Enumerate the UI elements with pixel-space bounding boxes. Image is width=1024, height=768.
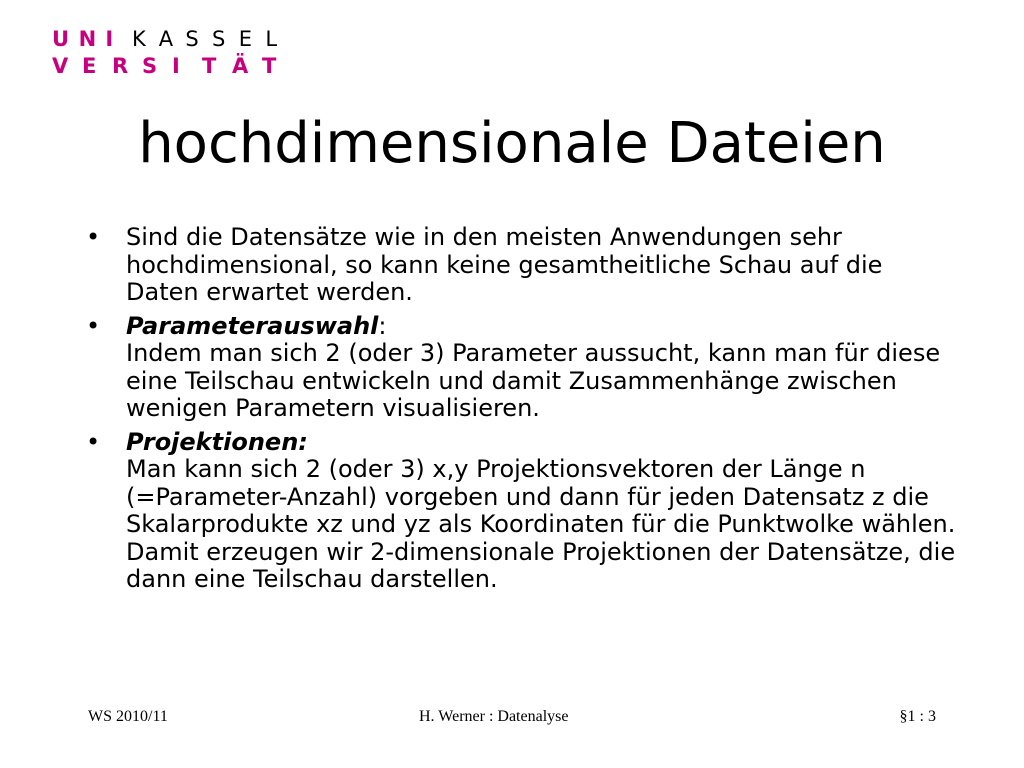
logo-letter: S [185,27,199,51]
bullet-marker: • [86,223,101,251]
logo-letter: K [132,27,146,51]
logo-letter: L [265,27,278,51]
footer-author-course: H. Werner : Datenalyse [419,708,569,725]
bullet-marker: • [86,311,101,340]
bullet-list [86,224,956,600]
bullet-text: Indem man sich 2 (oder 3) Parameter aussucht, kann man für diese eine Teilschau entwickeln und damit Zusammenhänge zwischen wenigen Parametern visualisieren. [126,339,941,422]
logo-letter: S [212,27,226,51]
bullet-text: Man kann sich 2 (oder 3) x,y Projektionsvektoren der Länge n (=Parameter-Anzahl) vorgeben und dann für jeden Datensatz z die Skalarprodukte xz und yz als Koordinaten für die Punktwolke wählen. Damit erzeugen wir 2-dimensionale Projektionen der Datensätze, die dann eine Teilschau darstellen. [126,455,956,593]
logo-letter: R [112,54,129,78]
logo-letter: E [82,54,97,78]
slide-title: hochdimensionale Dateien [138,111,886,176]
logo-letter: U [52,27,70,51]
bullet-keyword: Parameterauswahl [126,311,379,340]
university-logo [52,26,292,80]
logo-letter: N [78,27,97,51]
bullet-item [86,224,956,307]
footer-semester: WS 2010/11 [88,708,168,725]
logo-letter: I [105,27,114,51]
bullet-text: Sind die Datensätze wie in den meisten Anwendungen sehr hochdimensional, so kann keine gesamtheitliche Schau auf die Daten erwartet werden. [126,223,883,306]
bullet-keyword: Projektionen: [126,427,308,456]
logo-letter: V [52,54,69,78]
logo-letter: I [172,54,180,78]
bullet-item [86,313,956,423]
logo-row-versitaet [52,53,292,80]
logo-letter: S [142,54,158,78]
logo-row-uni-kassel [52,26,292,53]
logo-letter: T [202,54,217,78]
logo-letter: T [262,54,277,78]
bullet-item [86,429,956,594]
logo-letter: Ä [232,54,249,78]
logo-letter: A [158,27,174,51]
logo-letter: E [238,27,252,51]
bullet-keyword-suffix: : [378,311,387,340]
footer-page-number: §1 : 3 [899,708,936,725]
bullet-marker: • [86,427,101,456]
